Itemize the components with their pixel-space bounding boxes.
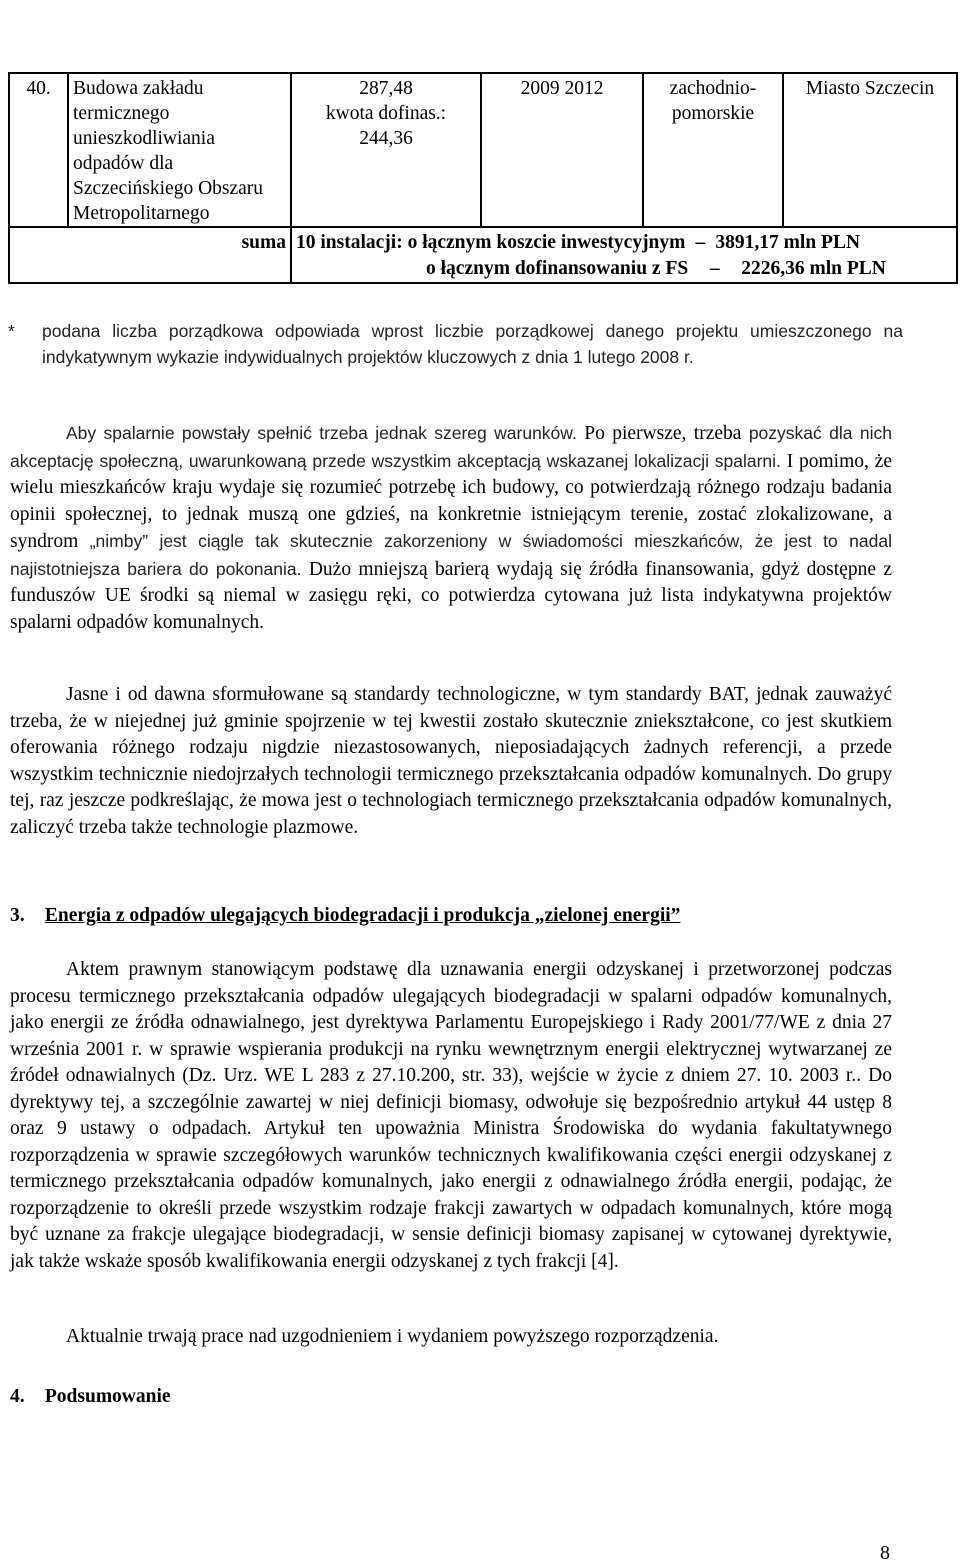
paragraph-segment: Po pierwsze, trzeba bbox=[576, 423, 749, 444]
project-region: zachodnio-pomorskie bbox=[643, 73, 783, 227]
section-number: 4. bbox=[10, 1386, 25, 1407]
project-beneficiary: Miasto Szczecin bbox=[783, 73, 957, 227]
project-cost bbox=[291, 73, 481, 227]
summary-values bbox=[291, 227, 957, 283]
paragraph-legal-basis: Aktem prawnym stanowiącym podstawę dla uznawania energii odzyskanej i przetworzonej podczas procesu termicznego przekształcania odpadów ulegających biodegradacji w spalarni odpadów komunalnych, jako energii ze źródła odnawialnego, jest dyrektywa Parlamentu Europejskiego i Rady 2001/77/WE z dnia 27 września 2001 r. w sprawie wspierania produkcji na rynku wewnętrznym energii elektrycznej wytwarzanej ze źródeł odnawialnych (Dz. Urz. WE L 283 z 27.10.200, str. 33), wejście w życie z dniem 27. 10. 2003 r.. Do dyrektywy tej, a szczególnie zawartej w niej definicji biomasy, odwołuje się bezpośrednio artykuł 44 ustęp 8 oraz 9 ustawy o odpadach. Artykuł ten upoważnia Ministra Środowiska do wydania fakultatywnego rozporządzenia w sprawie szczegółowych warunków technicznych kwalifikowania części energii odzyskanej z termicznego przekształcania odpadów komunalnych, jako energii z odnawialnego źródła energii, podając, że rozporządzenie to określi przede wszystkim rodzaje frakcji zawartych w odpadach komunalnych, które mogą być uznane za frakcje ulegające biodegradacji, w sensie definicji biomasy zapisanej w cytowanej dyrektywie, jak także wskaże sposób kwalifikowania energii odzyskanej z tych frakcji [4]. bbox=[10, 959, 892, 1272]
footnote-text: podana liczba porządkowa odpowiada wprost liczbie porządkowej danego projektu umieszczonego na indykatywnym wykazie indywidualnych projektów kluczowych z dnia 1 lutego 2008 r. bbox=[42, 321, 903, 367]
table-row bbox=[9, 73, 957, 227]
summary-cofin-value: 2226,36 mln PLN bbox=[741, 258, 886, 279]
project-years: 2009 2012 bbox=[481, 73, 643, 227]
section-number: 3. bbox=[10, 905, 25, 926]
row-number: 40. bbox=[9, 73, 68, 227]
paragraph-segment: Dużo mniejszą barierą wydają się źródła finansowania, gdyż dostępne z funduszów UE środki są niemal w zasięgu ręki, co potwierdza cytowana już lista indykatywna projektów spalarni odpadów komunalnych. bbox=[10, 558, 892, 633]
paragraph-standards: Jasne i od dawna sformułowane są standardy technologiczne, w tym standardy BAT, jednak zauważyć trzeba, że w niejednej już gminie spojrzenie w tej kwestii zostało skutecznie zniekształcone, co jest skutkiem oferowania różnego rodzaju nigdzie niezastosowanych, nieposiadających żadnych referencji, a przede wszystkim technicznie niedojrzałych technologii termicznego przekształcania odpadów komunalnych. Do grupy tej, raz jeszcze podkreślając, że mowa jest o technologiach termicznego przekształcania odpadów komunalnych, zaliczyć trzeba także technologie plazmowe. bbox=[10, 684, 892, 838]
summary-label: suma bbox=[9, 227, 291, 283]
project-name: Budowa zakładu termicznego unieszkodliwiania odpadów dla Szczecińskiego Obszaru Metropolitarnego bbox=[68, 73, 291, 227]
section-heading-4 bbox=[10, 1386, 171, 1408]
cost-total: 287,48 bbox=[359, 78, 413, 99]
paragraph-segment: Aby spalarnie powstały spełnić trzeba jednak szereg warunków. bbox=[66, 423, 577, 443]
footnote bbox=[8, 318, 903, 370]
summary-line-cofin bbox=[296, 256, 952, 282]
summary-cost-value: 3891,17 mln PLN bbox=[715, 232, 861, 253]
paragraph-conditions bbox=[10, 420, 892, 636]
section-title: Energia z odpadów ulegających biodegradacji i produkcja „zielonej energii” bbox=[44, 905, 681, 926]
cost-label: kwota dofinas.: bbox=[325, 103, 447, 124]
footnote-star: * bbox=[8, 321, 15, 341]
summary-dash: – bbox=[709, 258, 720, 279]
section-title: Podsumowanie bbox=[44, 1386, 171, 1407]
summary-line-cost bbox=[296, 230, 952, 256]
summary-cofin-text: o łącznym dofinansowaniu z FS bbox=[426, 258, 689, 279]
paragraph-ongoing-work: Aktualnie trwają prace nad uzgodnieniem i wydaniem powyższego rozporządzenia. bbox=[66, 1326, 719, 1347]
cost-cofinancing: 244,36 bbox=[359, 128, 413, 149]
summary-dash: – bbox=[695, 232, 706, 253]
summary-cost-text: 10 instalacji: o łącznym koszcie inwestycyjnym bbox=[296, 232, 686, 253]
paragraph-segment: I pomimo, że wielu mieszkańców kraju wydaje się rozumieć potrzebę ich budowy, co potwierdzają różnego rodzaju badania opinii społecznej, to jednak muszą one gdzieś, na konkretnie istniejącym terenie, zostać zlokalizowane, a syndrom bbox=[10, 450, 892, 552]
paragraph-segment: „nimby” jest ciągle tak skutecznie zakorzeniony w świadomości mieszkańców, że jest to nadal najistotniejsza bariera do pokonania. bbox=[10, 531, 892, 579]
paragraph-segment: pozyskać dla nich akceptację społeczną, uwarunkowaną przede wszystkim akceptacją wskazanej lokalizacji spalarni. bbox=[10, 423, 892, 471]
summary-row bbox=[9, 227, 957, 283]
page-number: 8 bbox=[880, 1542, 890, 1564]
projects-table bbox=[8, 72, 958, 284]
section-heading-3 bbox=[10, 905, 680, 927]
